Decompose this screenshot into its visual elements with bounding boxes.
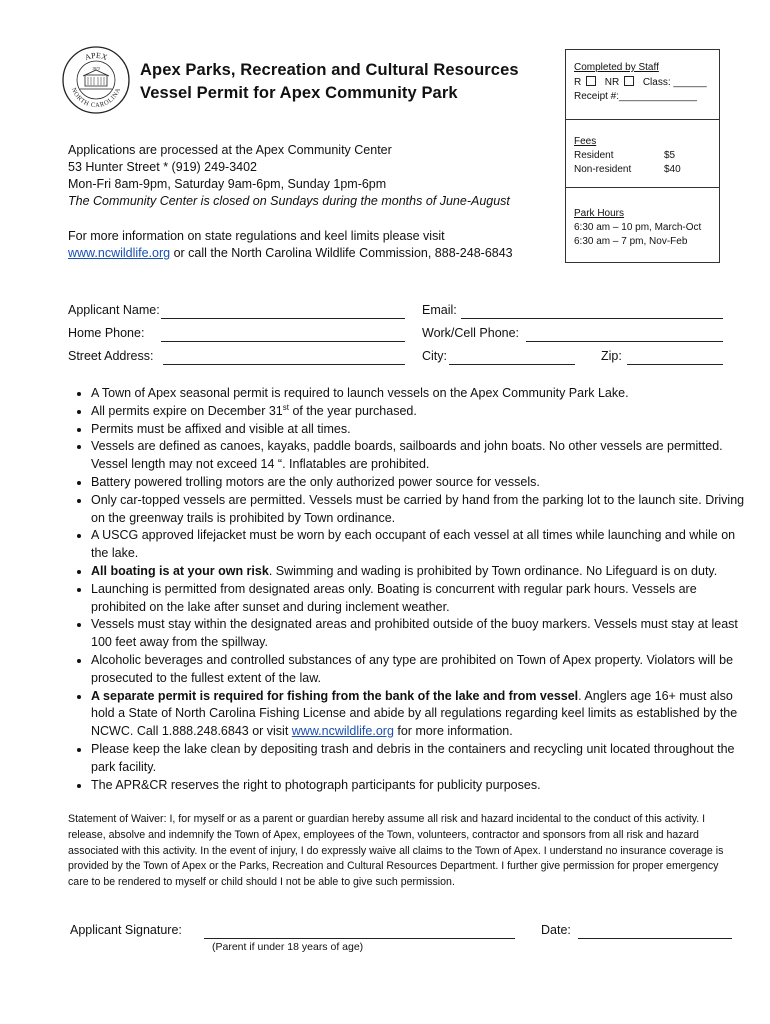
form-title-line2: Vessel Permit for Apex Community Park [140,84,458,102]
date-label: Date: [541,923,571,937]
fees-heading: Fees [574,136,597,147]
street-address-label: Street Address: [68,349,154,363]
email-field[interactable] [461,318,723,319]
zip-label: Zip: [601,349,622,363]
home-phone-label: Home Phone: [68,326,145,340]
park-hours-row: 6:30 am – 7 pm, Nov-Feb [574,236,688,247]
info-closure-note: The Community Center is closed on Sundays during the months of June-August [68,194,510,208]
rule-item: • A separate permit is required for fishing from the bank of the lake and from vessel. Anglers age 16+ must also hold a State of North Carolina Fishing License and abide by all regulations regarding keel limits as established by the NCWC. Call 1.888.248.6843 or visit www.ncwildlife.org for more information. [91,688,751,741]
rule-item: • Vessels are defined as canoes, kayaks, paddle boards, sailboards and john boats. No other vessels are permitted. Vessel length may not exceed 14 “. Inflatables are prohibited. [91,438,751,474]
seal-year: 1873 [92,66,100,71]
info-contact-line: www.ncwildlife.org or call the North Carolina Wildlife Commission, 888-248-6843 [68,246,513,260]
staff-use-box [565,49,720,263]
signature-note: (Parent if under 18 years of age) [212,941,364,953]
class-field[interactable]: Class: ______ [642,77,707,88]
applicant-name-field[interactable] [161,318,405,319]
staff-class-row [574,76,707,90]
fee-row: Resident $5 [574,150,676,161]
park-hours-row: 6:30 am – 10 pm, March-Oct [574,222,702,233]
rule-item: • All permits expire on December 31st of the year purchased. [91,403,751,421]
receipt-field[interactable]: Receipt #:______________ [574,91,697,102]
rule-item: • A USCG approved lifejacket must be worn by each occupant of each vessel at all times while launching and while on the lake. [91,527,751,563]
ncwildlife-link[interactable]: www.ncwildlife.org [291,724,394,739]
resident-checkbox[interactable] [586,76,596,86]
form-title-line1: Apex Parks, Recreation and Cultural Resources [140,61,519,79]
seal-bottom-text: NORTH CAROLINA [69,86,123,110]
rule-item: • Launching is permitted from designated areas only. Boating is concurrent with regular park hours. Vessels are prohibited on the lake after sunset and during inclement weather. [91,581,751,617]
rule-item: • A Town of Apex seasonal permit is required to launch vessels on the Apex Community Park Lake. [91,385,751,403]
rule-item: • Battery powered trolling motors are the only authorized power source for vessels. [91,474,751,492]
rule-item: • Only car-topped vessels are permitted. Vessels must be carried by hand from the parking lot to the launch site. Driving on the greenway trails is prohibited by Town ordinance. [91,492,751,528]
rule-item: • Vessels must stay within the designated areas and prohibited outside of the buoy markers. Vessels must stay at least 100 feet away from the spillway. [91,616,751,652]
waiver-statement: Statement of Waiver: I, for myself or as a parent or guardian hereby assume all risk and hazard incidental to the conduct of this activity. I release, absolve and indemnify the Town of Apex, employees of the Town, volunteers, contractor and sponsors from all risk and hazard associated with this activity. In the event of injury, I do expressly waive all claims to the Town of Apex. I understand no insurance coverage is provided by the Town of Apex or the Parks, Recreation and Cultural Resources Department. I further give permission for proper emergency care to be rendered to myself or child should I not be able to give such permission. [68,813,724,889]
permit-rules-list [74,385,751,794]
rule-item: • Alcoholic beverages and controlled substances of any type are prohibited on Town of Apex property. Violators will be prosecuted to the fullest extent of the law. [91,652,751,688]
applicant-name-label: Applicant Name: [68,303,160,317]
town-seal-logo [62,46,130,114]
staff-box-heading: Completed by Staff [574,62,659,73]
info-line: Applications are processed at the Apex Community Center [68,143,392,157]
rule-item: • Please keep the lake clean by depositing trash and debris in the containers and recycling unit located throughout the park facility. [91,741,751,777]
nonresident-code-label: NR [604,77,620,88]
svg-text:NORTH CAROLINA [70,87,122,109]
street-address-field[interactable] [163,364,405,365]
seal-top-text: APEX [83,50,109,63]
resident-code-label: R [574,77,582,88]
signature-label: Applicant Signature: [70,923,182,937]
rule-item: • Permits must be affixed and visible at all times. [91,421,751,439]
rule-item: • All boating is at your own risk. Swimming and wading is prohibited by Town ordinance. No Lifeguard is on duty. [91,563,751,581]
email-label: Email: [422,303,457,317]
nonresident-checkbox[interactable] [624,76,634,86]
date-field[interactable] [578,938,732,939]
work-phone-label: Work/Cell Phone: [422,326,520,340]
info-line: 53 Hunter Street * (919) 249-3402 [68,160,258,174]
info-line: For more information on state regulations and keel limits please visit [68,229,445,243]
fee-row: Non-resident $40 [574,164,681,175]
signature-field[interactable] [204,938,515,939]
city-field[interactable] [449,364,575,365]
city-label: City: [422,349,447,363]
work-phone-field[interactable] [526,341,723,342]
home-phone-field[interactable] [161,341,405,342]
info-line: Mon-Fri 8am-9pm, Saturday 9am-6pm, Sunday 1pm-6pm [68,177,387,191]
park-hours-heading: Park Hours [574,208,625,219]
svg-text:APEX [83,51,108,62]
rule-item: • The APR&CR reserves the right to photograph participants for publicity purposes. [91,777,751,795]
ncwildlife-link[interactable]: www.ncwildlife.org [68,246,171,260]
zip-field[interactable] [627,364,723,365]
